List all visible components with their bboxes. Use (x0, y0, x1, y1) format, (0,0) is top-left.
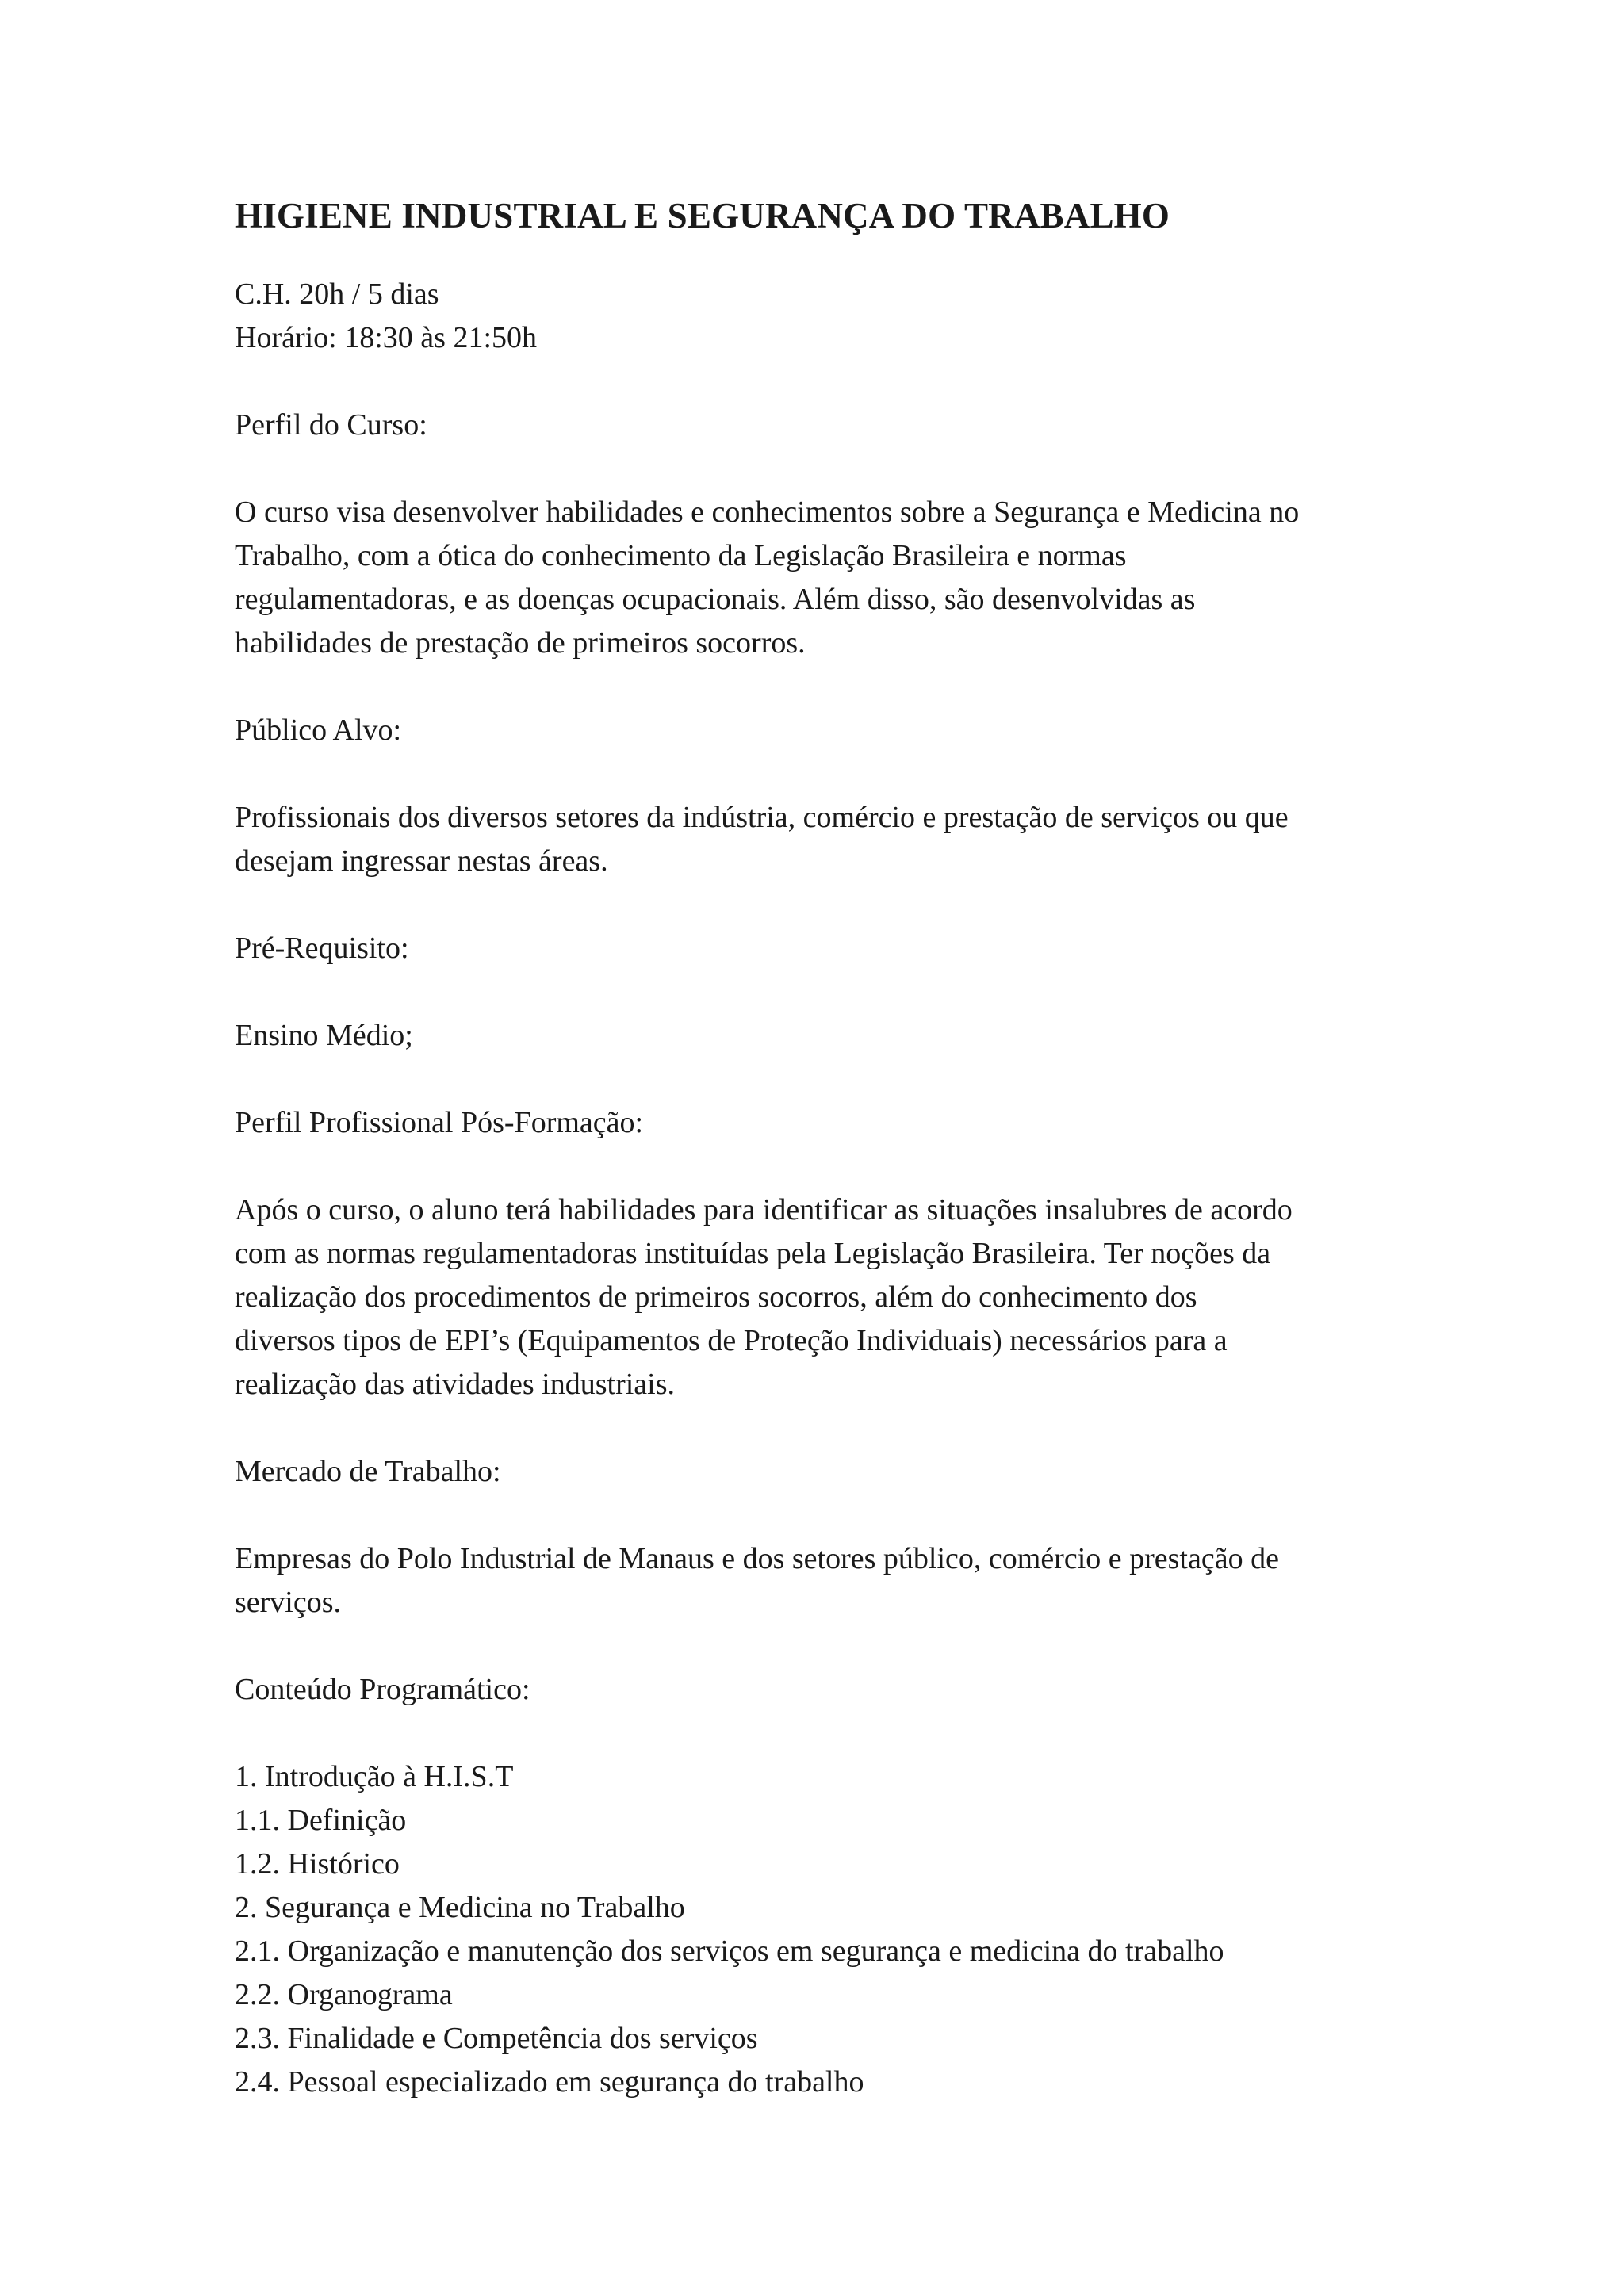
content-item: 2.2. Organograma (235, 1978, 453, 2011)
content-item: 2.1. Organização e manutenção dos serviços em segurança e medicina do trabalho (235, 1934, 1224, 1968)
content-item: 1. Introdução à H.I.S.T (235, 1760, 514, 1793)
content-item: 2. Segurança e Medicina no Trabalho (235, 1891, 685, 1924)
post-profile-line: com as normas regulamentadoras instituídas pela Legislação Brasileira. Ter noções da (235, 1237, 1271, 1270)
course-workload: C.H. 20h / 5 dias (235, 277, 439, 311)
prereq-text: Ensino Médio; (235, 1019, 413, 1052)
audience-heading: Público Alvo: (235, 714, 402, 747)
profile-line: regulamentadoras, e as doenças ocupacionais. Além disso, são desenvolvidas as (235, 583, 1196, 616)
post-profile-heading: Perfil Profissional Pós-Formação: (235, 1106, 644, 1139)
document-page (235, 190, 1408, 2104)
profile-paragraph (235, 491, 1408, 665)
prereq-heading: Pré-Requisito: (235, 932, 409, 965)
market-line: serviços. (235, 1586, 342, 1619)
post-profile-paragraph (235, 1188, 1408, 1406)
content-item: 1.1. Definição (235, 1804, 407, 1837)
post-profile-line: diversos tipos de EPI’s (Equipamentos de Proteção Individuais) necessários para a (235, 1324, 1228, 1357)
post-profile-line: realização dos procedimentos de primeiros socorros, além do conhecimento dos (235, 1280, 1197, 1314)
market-heading: Mercado de Trabalho: (235, 1455, 501, 1488)
profile-line: habilidades de prestação de primeiros socorros. (235, 626, 806, 660)
profile-line: Trabalho, com a ótica do conhecimento da Legislação Brasileira e normas (235, 539, 1127, 572)
content-item: 2.3. Finalidade e Competência dos serviços (235, 2022, 758, 2055)
content-list (235, 1755, 1408, 2104)
market-paragraph (235, 1537, 1408, 1624)
market-line: Empresas do Polo Industrial de Manaus e dos setores público, comércio e prestação de (235, 1542, 1279, 1575)
audience-paragraph (235, 796, 1408, 883)
profile-line: O curso visa desenvolver habilidades e conhecimentos sobre a Segurança e Medicina no (235, 496, 1300, 529)
content-heading: Conteúdo Programático: (235, 1673, 530, 1706)
post-profile-line: Após o curso, o aluno terá habilidades para identificar as situações insalubres de acordo (235, 1193, 1293, 1226)
course-schedule: Horário: 18:30 às 21:50h (235, 321, 538, 354)
content-item: 1.2. Histórico (235, 1847, 400, 1881)
audience-line: Profissionais dos diversos setores da indústria, comércio e prestação de serviços ou que (235, 801, 1289, 834)
document-title: HIGIENE INDUSTRIAL E SEGURANÇA DO TRABALHO (235, 196, 1170, 235)
course-info (235, 273, 1408, 360)
post-profile-line: realização das atividades industriais. (235, 1368, 676, 1401)
audience-line: desejam ingressar nestas áreas. (235, 844, 608, 878)
content-item: 2.4. Pessoal especializado em segurança do trabalho (235, 2065, 864, 2099)
profile-heading: Perfil do Curso: (235, 408, 427, 442)
